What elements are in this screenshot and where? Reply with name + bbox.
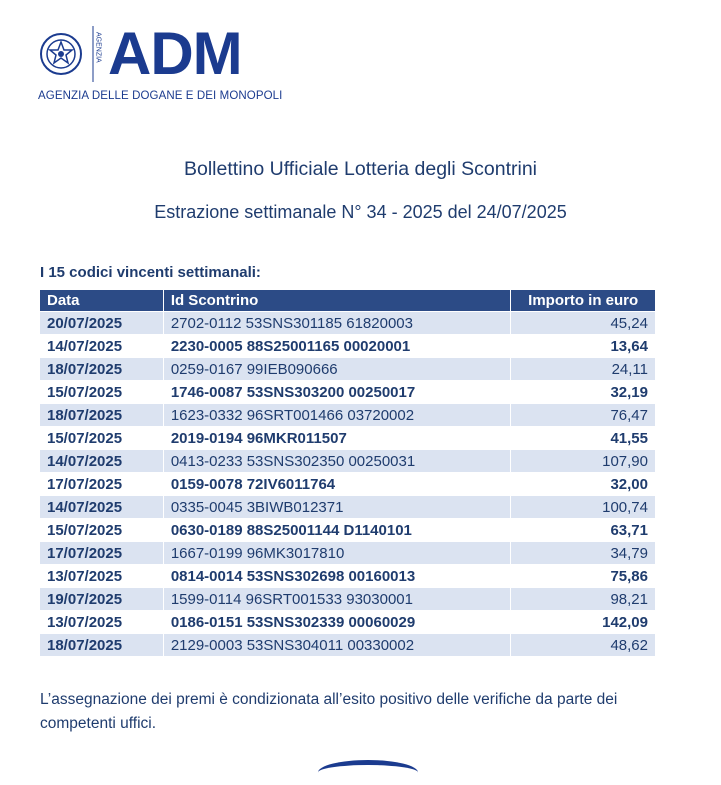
row-date: 17/07/2025 [40, 473, 164, 496]
section-label: I 15 codici vincenti settimanali: [40, 264, 261, 281]
row-amount: 32,00 [511, 473, 656, 496]
row-id: 2230-0005 88S25001165 00020001 [163, 335, 511, 358]
table-row [40, 611, 656, 634]
row-id: 0413-0233 53SNS302350 00250031 [163, 450, 511, 473]
table-row [40, 588, 656, 611]
row-amount: 98,21 [511, 588, 656, 611]
winners-table [39, 289, 656, 657]
table-row [40, 496, 656, 519]
row-id: 2019-0194 96MKR011507 [163, 427, 511, 450]
table-row [40, 519, 656, 542]
row-date: 20/07/2025 [40, 312, 164, 335]
row-id: 1667-0199 96MK3017810 [163, 542, 511, 565]
row-id: 2129-0003 53SNS304011 00330002 [163, 634, 511, 657]
header [38, 22, 338, 106]
footer-decoration [318, 760, 418, 785]
row-date: 18/07/2025 [40, 634, 164, 657]
row-amount: 63,71 [511, 519, 656, 542]
row-amount: 76,47 [511, 404, 656, 427]
table-row [40, 450, 656, 473]
row-date: 14/07/2025 [40, 450, 164, 473]
table-row [40, 565, 656, 588]
table-row [40, 634, 656, 657]
row-date: 15/07/2025 [40, 427, 164, 450]
row-id: 1599-0114 96SRT001533 93030001 [163, 588, 511, 611]
row-id: 1746-0087 53SNS303200 00250017 [163, 381, 511, 404]
row-amount: 142,09 [511, 611, 656, 634]
table-row [40, 542, 656, 565]
table-row [40, 427, 656, 450]
header-date: Data [40, 290, 164, 312]
row-amount: 32,19 [511, 381, 656, 404]
row-id: 0630-0189 88S25001144 D1140101 [163, 519, 511, 542]
row-date: 18/07/2025 [40, 358, 164, 381]
row-date: 17/07/2025 [40, 542, 164, 565]
row-amount: 75,86 [511, 565, 656, 588]
row-id: 0186-0151 53SNS302339 00060029 [163, 611, 511, 634]
row-date: 15/07/2025 [40, 519, 164, 542]
page-title: Bollettino Ufficiale Lotteria degli Scontrini [184, 158, 537, 180]
row-amount: 48,62 [511, 634, 656, 657]
row-date: 14/07/2025 [40, 496, 164, 519]
table-row [40, 381, 656, 404]
row-amount: 100,74 [511, 496, 656, 519]
svg-text:AGENZIA: AGENZIA [94, 32, 102, 63]
row-amount: 41,55 [511, 427, 656, 450]
row-date: 13/07/2025 [40, 565, 164, 588]
agency-name: AGENZIA DELLE DOGANE E DEI MONOPOLI [38, 90, 283, 102]
row-id: 2702-0112 53SNS301185 61820003 [163, 312, 511, 335]
row-date: 14/07/2025 [40, 335, 164, 358]
row-id: 0159-0078 72IV6011764 [163, 473, 511, 496]
header-amount: Importo in euro [511, 290, 656, 312]
row-date: 15/07/2025 [40, 381, 164, 404]
row-date: 13/07/2025 [40, 611, 164, 634]
row-date: 18/07/2025 [40, 404, 164, 427]
page-subtitle: Estrazione settimanale N° 34 - 2025 del 24/07/2025 [154, 202, 567, 222]
row-amount: 13,64 [511, 335, 656, 358]
table-row [40, 404, 656, 427]
table-header-row [40, 290, 656, 312]
logo: ADM [108, 20, 242, 87]
row-id: 0814-0014 53SNS302698 00160013 [163, 565, 511, 588]
row-date: 19/07/2025 [40, 588, 164, 611]
row-id: 0335-0045 3BIWB012371 [163, 496, 511, 519]
row-amount: 107,90 [511, 450, 656, 473]
header-id: Id Scontrino [163, 290, 511, 312]
row-amount: 24,11 [511, 358, 656, 381]
table-row [40, 473, 656, 496]
row-id: 1623-0332 96SRT001466 03720002 [163, 404, 511, 427]
disclaimer-note: L’assegnazione dei premi è condizionata all’esito positivo delle verifiche da parte dei competenti uffici. [40, 691, 618, 732]
row-id: 0259-0167 99IEB090666 [163, 358, 511, 381]
emblem-icon [38, 24, 104, 84]
table-row [40, 335, 656, 358]
table-body [40, 312, 656, 657]
table-row [40, 312, 656, 335]
table-row [40, 358, 656, 381]
row-amount: 45,24 [511, 312, 656, 335]
row-amount: 34,79 [511, 542, 656, 565]
